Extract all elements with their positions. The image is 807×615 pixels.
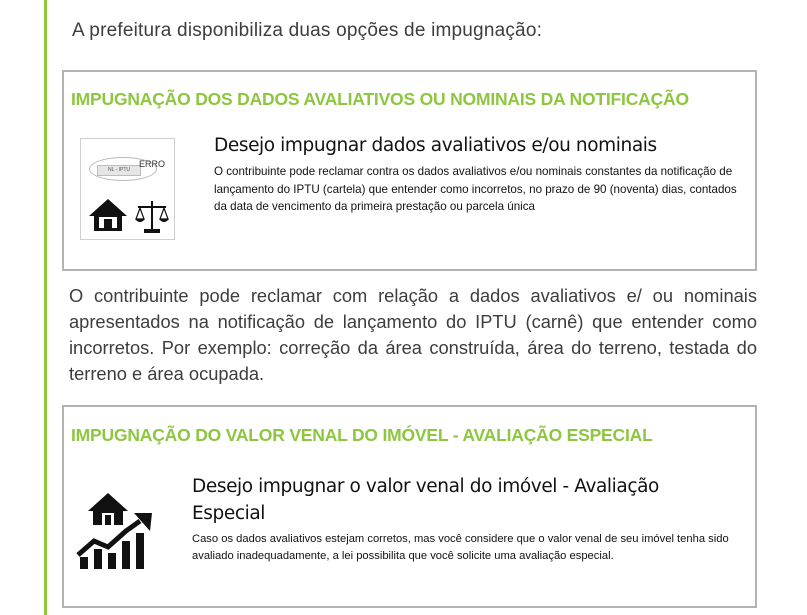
- option-card-image-dados[interactable]: [80, 138, 175, 240]
- document-tag: NL - IPTU: [97, 165, 141, 176]
- house-icon: [87, 197, 129, 233]
- option-box-dados: [62, 70, 757, 271]
- error-label: ERRO: [139, 159, 166, 169]
- option-card-heading-valor-venal[interactable]: Desejo impugnar o valor venal do imóvel - Avaliação Especial: [192, 476, 659, 524]
- intro-text: A prefeitura disponibiliza duas opções de impugnação:: [72, 20, 543, 41]
- option-card-heading-dados[interactable]: Desejo impugnar dados avaliativos e/ou nominais: [214, 135, 657, 156]
- accent-vertical-line: [44, 0, 47, 615]
- explanation-paragraph: O contribuinte pode reclamar com relação a dados avaliativos e/ ou nominais apresentados na notificação de lançamento do IPTU (carnê) que entender como incorretos. Por exemplo: correção da área construída, área do terreno, testada do terreno e área ocupada.: [69, 285, 757, 384]
- option-title-valor-venal: IMPUGNAÇÃO DO VALOR VENAL DO IMÓVEL - AVALIAÇÃO ESPECIAL: [71, 425, 653, 445]
- house-value-growth-icon[interactable]: [74, 491, 156, 571]
- option-box-valor-venal: [62, 405, 757, 608]
- option-card-text-valor-venal: Caso os dados avaliativos estejam corretos, mas você considere que o valor venal de seu imóvel tenha sido avaliado inadequadamente, a lei possibilita que você solicite uma avaliação especial.: [192, 533, 729, 562]
- option-title-dados: IMPUGNAÇÃO DOS DADOS AVALIATIVOS OU NOMINAIS DA NOTIFICAÇÃO: [71, 89, 689, 109]
- option-card-text-dados: O contribuinte pode reclamar contra os dados avaliativos e/ou nominais constantes da notificação de lançamento do IPTU (cartela) que entender como incorretos, no prazo de 90 (noventa) dias, contados da data de vencimento da primeira prestação ou parcela única: [214, 165, 737, 213]
- balance-scale-icon: [135, 199, 169, 235]
